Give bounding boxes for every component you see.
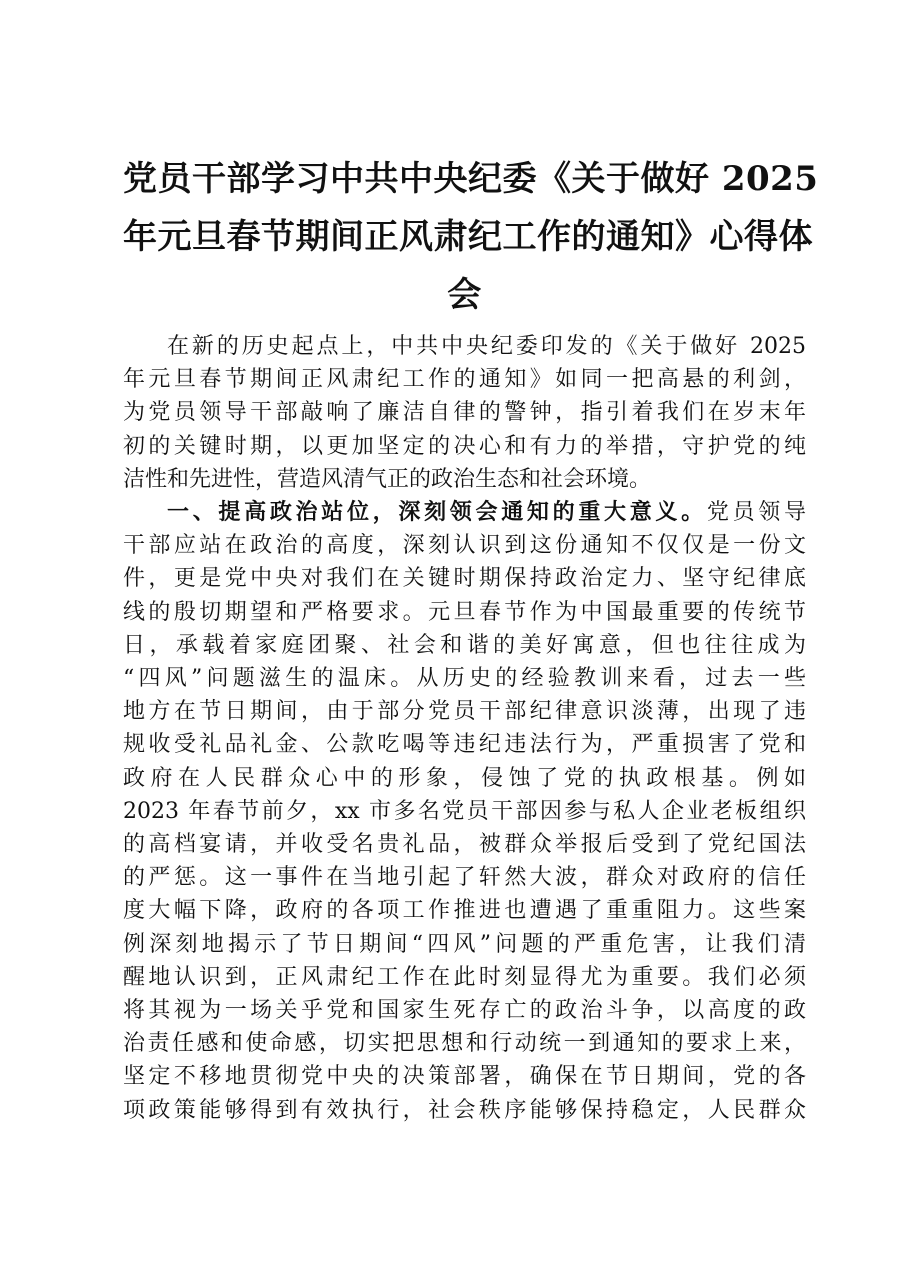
text-line: 为党员领导干部敲响了廉洁自律的警钟，指引着我们在岁末年 xyxy=(123,400,806,426)
text-line: 项政策能够得到有效执行，社会秩序能够保持稳定，人民群众 xyxy=(123,1097,806,1123)
text-fragment: 党员领导 xyxy=(706,500,806,526)
document-title xyxy=(123,150,819,324)
paragraph-intro xyxy=(123,330,806,496)
section-heading: 一、提高政治站位，深刻领会通知的重大意义。 xyxy=(167,499,707,526)
text-line: 在新的历史起点上，中共中央纪委印发的《关于做好 2025 xyxy=(167,334,806,359)
text-line: 件，更是党中央对我们在关键时期保持政治定力、坚守纪律底 xyxy=(123,566,806,592)
text-line: 初的关键时期，以更加坚定的决心和有力的举措，守护党的纯 xyxy=(123,433,806,459)
text-line: 年元旦春节期间正风肃纪工作的通知》如同一把高悬的利剑， xyxy=(123,367,806,393)
text-line: 醒地认识到，正风肃纪工作在此时刻显得尤为重要。我们必须 xyxy=(123,964,806,990)
text-line xyxy=(123,496,806,529)
title-line: 年元旦春节期间正风肃纪工作的通知》心得体 xyxy=(123,217,813,257)
text-line: 线的殷切期望和严格要求。元旦春节作为中国最重要的传统节 xyxy=(123,599,806,625)
text-line: 政府在人民群众心中的形象，侵蚀了党的执政根基。例如 xyxy=(123,765,806,791)
text-line: “四风”问题滋生的温床。从历史的经验教训来看，过去一些 xyxy=(123,666,806,692)
text-line: 日，承载着家庭团聚、社会和谐的美好寓意，但也往往成为 xyxy=(123,632,806,658)
text-line: 洁性和先进性，营造风清气正的政治生态和社会环境。 xyxy=(123,466,652,492)
paragraph-section-one xyxy=(123,496,806,1127)
text-line: 将其视为一场关乎党和国家生死存亡的政治斗争，以高度的政 xyxy=(123,998,806,1024)
text-line: 度大幅下降，政府的各项工作推进也遭遇了重重阻力。这些案 xyxy=(123,898,806,924)
text-line: 例深刻地揭示了节日期间“四风”问题的严重危害，让我们清 xyxy=(123,931,806,957)
text-line: 规收受礼品礼金、公款吃喝等违纪违法行为，严重损害了党和 xyxy=(123,732,806,758)
text-line: 的严惩。这一事件在当地引起了轩然大波，群众对政府的信任 xyxy=(123,865,806,891)
text-line: 治责任感和使命感，切实把思想和行动统一到通知的要求上来， xyxy=(123,1031,806,1057)
title-line: 会 xyxy=(447,275,482,315)
text-line: 2023 年春节前夕，xx 市多名党员干部因参与私人企业老板组织 xyxy=(123,798,806,824)
text-line: 干部应站在政治的高度，深刻认识到这份通知不仅仅是一份文 xyxy=(123,533,806,559)
title-line: 党员干部学习中共中央纪委《关于做好 2025 xyxy=(123,159,819,199)
text-line: 地方在节日期间，由于部分党员干部纪律意识淡薄，出现了违 xyxy=(123,699,806,725)
text-line: 的高档宴请，并收受名贵礼品，被群众举报后受到了党纪国法 xyxy=(123,832,806,858)
text-line: 坚定不移地贯彻党中央的决策部署，确保在节日期间，党的各 xyxy=(123,1064,806,1090)
